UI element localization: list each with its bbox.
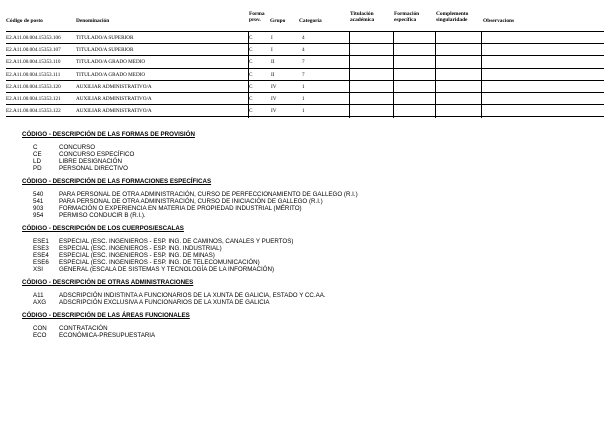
legend-description: ESPECIAL (ESC. INGENIEROS - ESP. ING. DE TELECOMUNICACIÓN) <box>59 259 260 266</box>
legend-description: FORMACIÓN O EXPERIENCIA EN MATERIA DE PROPIEDAD INDUSTRIAL (MÉRITO) <box>59 205 302 212</box>
legend-description: ADSCRIPCIÓN EXCLUSIVA A FUNCIONARIOS DE LA XUNTA DE GALICIA <box>59 299 270 306</box>
cell-categoria: 4 <box>302 47 305 54</box>
legend-entry <box>22 325 582 332</box>
legend-entry <box>22 205 582 212</box>
table-body <box>6 32 604 117</box>
table-header <box>6 11 604 31</box>
legend-section-title: CÓDIGO - DESCRIPCIÓN DE LOS CUERPOS/ESCALAS <box>22 225 184 232</box>
cell-forma: C <box>249 47 253 54</box>
legend-code: C <box>33 144 38 151</box>
legend-code: 954 <box>33 212 44 219</box>
cell-categoria: 4 <box>302 35 305 41</box>
legend-section <box>22 312 582 339</box>
legend-code: PD <box>33 165 42 172</box>
cell-code: E2.A11.00.004.15353.120 <box>6 83 61 90</box>
header-formacion: Formación específica <box>394 11 420 23</box>
legend-description: ECONÓMICA-PRESUPUESTARIA <box>59 332 156 339</box>
cell-denominacion: AUXILIAR ADMINISTRATIVO/A <box>76 108 152 115</box>
legend-code: ECO <box>33 332 47 339</box>
legend-description: PARA PERSONAL DE OTRA ADMINISTRACIÓN, CURSO DE INICIACIÓN DE GALLEGO (R.I.) <box>59 198 323 205</box>
legend-entry <box>22 252 582 259</box>
header-denominacion: Denominación <box>76 18 110 24</box>
cell-categoria: 7 <box>302 71 305 78</box>
positions-table <box>6 11 604 115</box>
legend-code: XSI <box>33 266 43 273</box>
legend-description: ESPECIAL (ESC. INGENIEROS - ESP. ING. DE CAMINOS, CANALES Y PUERTOS) <box>59 238 294 245</box>
legend-description: CONCURSO ESPECÍFICO <box>59 151 135 158</box>
col-divider <box>481 32 482 118</box>
cell-grupo: I <box>271 35 273 41</box>
legend-section-title: CÓDIGO - DESCRIPCIÓN DE LAS FORMACIONES ESPECÍFICAS <box>22 178 212 185</box>
legend-description: GENERAL (ESCALA DE SISTEMAS Y TECNOLOGÍA DE LA INFORMACIÓN) <box>59 266 275 273</box>
cell-denominacion: TITULADO/A SUPERIOR <box>76 35 134 41</box>
cell-forma: C <box>249 35 253 41</box>
legend-description: PERSONAL DIRECTIVO <box>59 165 128 172</box>
header-forma: Forma prov. <box>249 11 265 23</box>
col-divider <box>248 32 249 118</box>
cell-grupo: II <box>271 71 275 78</box>
table-row <box>6 56 604 68</box>
cell-denominacion: TITULADO/A SUPERIOR <box>76 47 134 54</box>
legend-code: ESE4 <box>33 252 49 259</box>
legend-description: CONCURSO <box>59 144 96 151</box>
legend-entry <box>22 299 582 306</box>
legend-code: 541 <box>33 198 44 205</box>
legend-entry <box>22 259 582 266</box>
cell-code: E2.A11.00.004.15353.110 <box>6 59 61 66</box>
col-divider <box>349 32 350 118</box>
row-rule <box>6 116 604 117</box>
cell-categoria: 1 <box>302 83 305 90</box>
cell-code: E2.A11.00.004.15353.107 <box>6 47 61 54</box>
cell-grupo: II <box>271 59 275 66</box>
legend-entry <box>22 212 582 219</box>
table-row <box>6 93 604 105</box>
legend-entry <box>22 198 582 205</box>
table-row <box>6 69 604 81</box>
legend-section <box>22 178 582 219</box>
cell-denominacion: TITULADO/A GRADO MEDIO <box>76 59 146 66</box>
legend-entry <box>22 158 582 165</box>
legend <box>22 131 582 345</box>
cell-grupo: I <box>271 47 273 54</box>
legend-code: ESE1 <box>33 238 49 245</box>
table-row <box>6 44 604 56</box>
cell-denominacion: AUXILIAR ADMINISTRATIVO/A <box>76 95 152 102</box>
legend-code: CE <box>33 151 42 158</box>
cell-forma: C <box>249 83 253 90</box>
header-observacions: Observacions <box>483 18 515 24</box>
table-row <box>6 32 604 44</box>
legend-code: ESE6 <box>33 259 49 266</box>
legend-entry <box>22 332 582 339</box>
table-row <box>6 105 604 117</box>
cell-code: E2.A11.00.004.15353.106 <box>6 35 61 41</box>
cell-grupo: IV <box>271 83 277 90</box>
legend-description: CONTRATACIÓN <box>59 325 108 332</box>
legend-section <box>22 225 582 273</box>
col-divider <box>393 32 394 118</box>
header-complemento: Complemento singularidade <box>436 11 469 23</box>
col-divider <box>435 32 436 118</box>
table-row <box>6 81 604 93</box>
legend-code: CON <box>33 325 47 332</box>
header-codigo: Código de posto <box>6 18 43 24</box>
cell-forma: C <box>249 95 253 102</box>
cell-denominacion: TITULADO/A GRADO MEDIO <box>76 71 146 78</box>
legend-description: PARA PERSONAL DE OTRA ADMINISTRACIÓN, CURSO DE PERFECCIONAMIENTO DE GALLEGO (R.I.) <box>59 191 358 198</box>
legend-code: LD <box>33 158 41 165</box>
legend-description: ESPECIAL (ESC. INGENIEROS - ESP. ING. INDUSTRIAL) <box>59 245 222 252</box>
legend-entry <box>22 165 582 172</box>
legend-entry <box>22 292 582 299</box>
legend-description: ADSCRIPCIÓN INDISTINTA A FUNCIONARIOS DE LA XUNTA DE GALICIA, ESTADO Y CC.AA. <box>59 292 326 299</box>
legend-code: ESE3 <box>33 245 49 252</box>
legend-section-title: CÓDIGO - DESCRIPCIÓN DE OTRAS ADMINISTRACIONES <box>22 279 194 286</box>
header-titulacion: Titulación académica <box>350 11 375 23</box>
cell-categoria: 1 <box>302 95 305 102</box>
cell-grupo: IV <box>271 95 277 102</box>
cell-code: E2.A11.00.004.15353.122 <box>6 108 61 115</box>
cell-code: E2.A11.00.004.15353.111 <box>6 71 61 78</box>
legend-code: 903 <box>33 205 44 212</box>
legend-code: AXG <box>33 299 47 306</box>
legend-section-title: CÓDIGO - DESCRIPCIÓN DE LAS ÁREAS FUNCIONALES <box>22 312 190 319</box>
legend-entry <box>22 238 582 245</box>
legend-entry <box>22 144 582 151</box>
legend-section-title: CÓDIGO - DESCRIPCIÓN DE LAS FORMAS DE PROVISIÓN <box>22 131 195 138</box>
cell-forma: C <box>249 71 253 78</box>
cell-denominacion: AUXILIAR ADMINISTRATIVO/A <box>76 83 152 90</box>
legend-code: A11 <box>33 292 44 299</box>
legend-description: LIBRE DESIGNACIÓN <box>59 158 122 165</box>
cell-forma: C <box>249 59 253 66</box>
legend-entry <box>22 191 582 198</box>
legend-entry <box>22 151 582 158</box>
cell-categoria: 7 <box>302 59 305 66</box>
cell-categoria: 1 <box>302 108 305 115</box>
legend-description: ESPECIAL (ESC. INGENIEROS - ESP. ING. DE MINAS) <box>59 252 215 259</box>
legend-description: PERMISO CONDUCIR B (R.I.). <box>59 212 146 219</box>
legend-entry <box>22 266 582 273</box>
header-grupo: Grupo <box>270 18 286 24</box>
cell-forma: C <box>249 108 253 115</box>
legend-section <box>22 131 582 172</box>
legend-entry <box>22 245 582 252</box>
header-categoria: Categoría <box>299 18 322 24</box>
legend-section <box>22 279 582 306</box>
cell-code: E2.A11.00.004.15353.121 <box>6 95 61 102</box>
cell-grupo: IV <box>271 108 277 115</box>
legend-code: 540 <box>33 191 44 198</box>
